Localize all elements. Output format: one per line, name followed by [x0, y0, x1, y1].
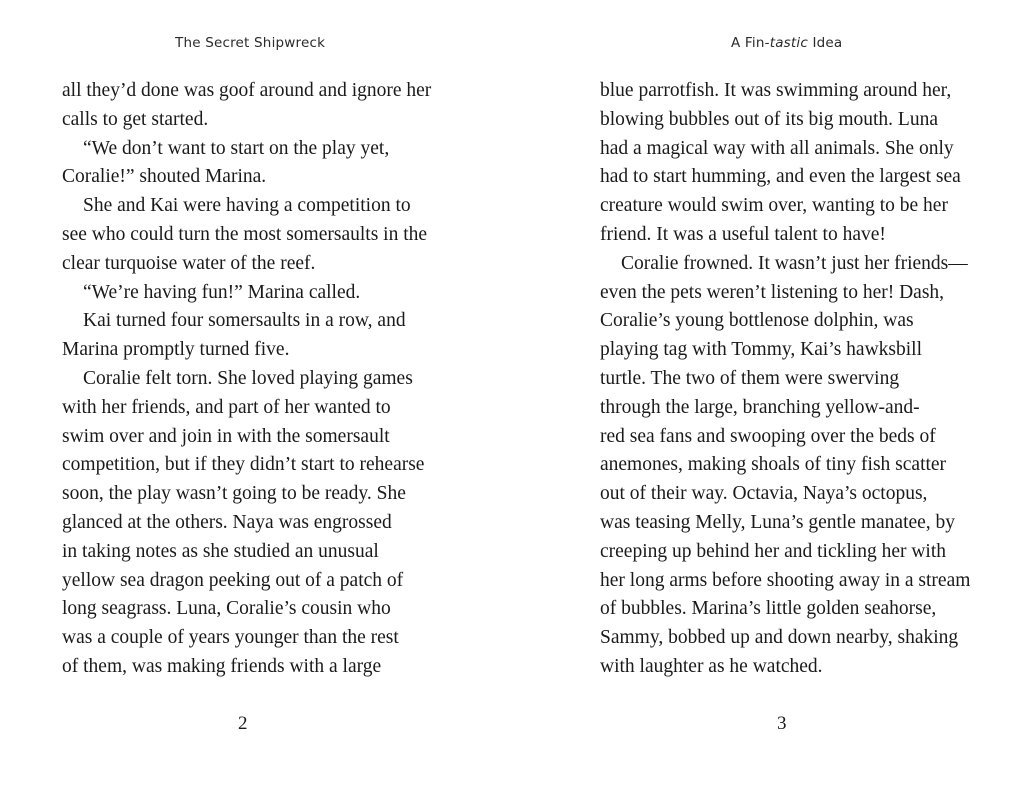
- text-line: She and Kai were having a competition to: [83, 195, 411, 217]
- text-line: glanced at the others. Naya was engrossed: [62, 511, 392, 533]
- text-line: Marina promptly turned five.: [62, 339, 290, 361]
- text-line: in taking notes as she studied an unusual: [62, 540, 379, 562]
- text-line: playing tag with Tommy, Kai’s hawksbill: [600, 339, 922, 361]
- right-running-head: [731, 35, 842, 51]
- text-line: creeping up behind her and tickling her with: [600, 540, 947, 562]
- text-line: all they’d done was goof around and ignore her: [62, 80, 432, 101]
- text-line: was teasing Melly, Luna’s gentle manatee, by: [600, 511, 956, 533]
- text-line: Sammy, bobbed up and down nearby, shaking: [600, 627, 959, 649]
- text-line: soon, the play wasn’t going to be ready. She: [62, 483, 406, 505]
- right-page-number: 3: [777, 713, 787, 734]
- right-page: [512, 0, 1024, 788]
- text-line: red sea fans and swooping over the beds of: [600, 425, 936, 447]
- right-running-head-suffix: Idea: [807, 35, 843, 51]
- text-line: long seagrass. Luna, Coralie’s cousin who: [62, 598, 391, 620]
- text-line: Coralie felt torn. She loved playing games: [83, 367, 413, 389]
- left-running-head: The Secret Shipwreck: [175, 35, 326, 51]
- text-line: had a magical way with all animals. She only: [600, 137, 954, 159]
- text-line: see who could turn the most somersaults in the: [62, 223, 428, 245]
- text-line: calls to get started.: [62, 108, 209, 130]
- left-page-number: 2: [238, 713, 248, 734]
- text-line: Coralie’s young bottlenose dolphin, was: [600, 310, 914, 332]
- text-line: “We don’t want to start on the play yet,: [83, 137, 390, 159]
- text-line: creature would swim over, wanting to be her: [600, 195, 948, 217]
- right-running-head-prefix: A Fin-: [731, 35, 770, 51]
- text-line: blowing bubbles out of its big mouth. Luna: [600, 108, 938, 130]
- text-line: her long arms before shooting away in a stream: [600, 569, 971, 591]
- text-line: swim over and join in with the somersault: [62, 425, 390, 447]
- text-line: turtle. The two of them were swerving: [600, 367, 900, 389]
- text-line: “We’re having fun!” Marina called.: [83, 281, 361, 303]
- text-line: competition, but if they didn’t start to rehearse: [62, 454, 425, 476]
- text-line: out of their way. Octavia, Naya’s octopus,: [600, 483, 928, 505]
- text-line: clear turquoise water of the reef.: [62, 252, 316, 274]
- right-body-text: [600, 77, 1000, 682]
- text-line: with her friends, and part of her wanted to: [62, 396, 391, 418]
- text-line: had to start humming, and even the largest sea: [600, 166, 961, 188]
- text-line: with laughter as he watched.: [600, 655, 823, 677]
- text-line: even the pets weren’t listening to her! Dash,: [600, 281, 945, 303]
- text-line: was a couple of years younger than the rest: [62, 627, 399, 649]
- text-line: anemones, making shoals of tiny fish scatter: [600, 454, 947, 476]
- text-line: of bubbles. Marina’s little golden seahorse,: [600, 598, 937, 620]
- text-line: of them, was making friends with a large: [62, 655, 382, 677]
- text-line: yellow sea dragon peeking out of a patch of: [62, 569, 404, 591]
- left-body-text: [62, 77, 462, 682]
- text-line: blue parrotfish. It was swimming around her,: [600, 80, 952, 101]
- text-line: Kai turned four somersaults in a row, and: [83, 310, 406, 332]
- right-running-head-italic: tastic: [769, 35, 808, 51]
- text-line: Coralie!” shouted Marina.: [62, 166, 267, 188]
- text-line: friend. It was a useful talent to have!: [600, 223, 886, 245]
- text-line: through the large, branching yellow-and-: [600, 396, 920, 418]
- text-line: Coralie frowned. It wasn’t just her friends—: [621, 252, 968, 274]
